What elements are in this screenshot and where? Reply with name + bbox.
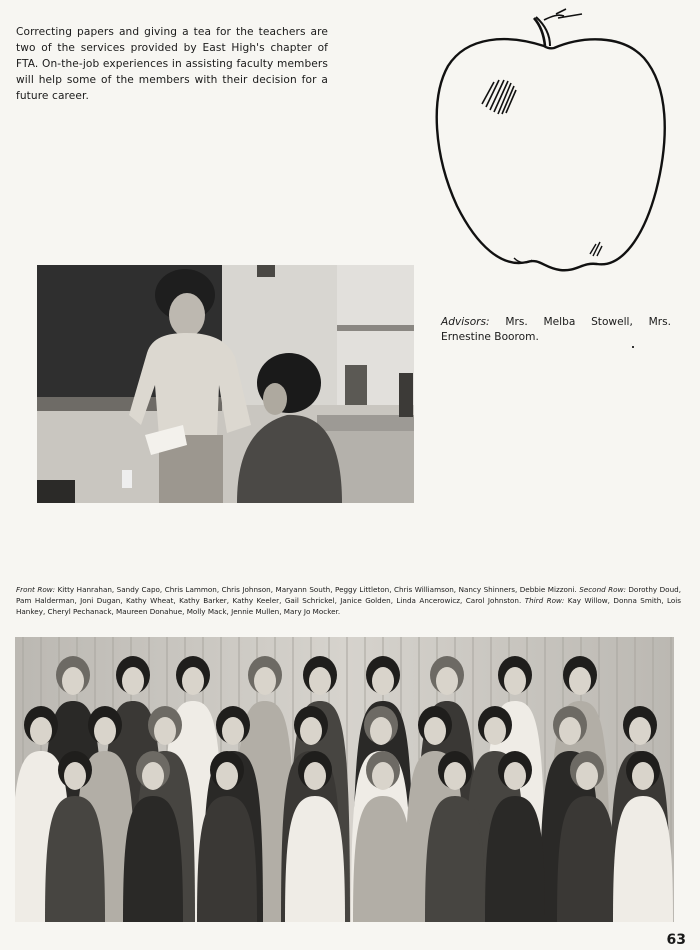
- third-row-names: Kay Willow, Donna Smith, Lois Hankey, Cheryl Pechanack, Maureen Donahue, Molly Mack, Jennie Mullen, Mary Jo Mocker.: [16, 596, 681, 616]
- second-row-label: Second Row:: [579, 585, 626, 594]
- front-row-label: Front Row:: [16, 585, 56, 594]
- apple-illustration: [432, 6, 670, 278]
- front-row-names: Kitty Hanrahan, Sandy Capo, Chris Lammon, Chris Johnson, Maryann South, Peggy Littleton, Chris Williamson, Nancy Shinners, Debbie Mizzoni.: [57, 585, 577, 594]
- page-number: 63: [666, 932, 686, 948]
- advisors-caption: [441, 315, 671, 345]
- advisors-names: Mrs. Melba Stowell, Mrs. Ernestine Boorom.: [441, 316, 671, 343]
- decorative-dot: [632, 346, 634, 348]
- third-row-label: Third Row:: [524, 596, 565, 605]
- second-row-names: Dorothy Doud, Pam Halderman, Joni Dugan, Kathy Wheat, Kathy Barker, Kathy Keeler, Gail Schrickel, Janice Golden, Linda Ancerowicz, Carol Johnston.: [16, 585, 681, 605]
- roster-caption: [16, 584, 681, 617]
- advisors-label: Advisors:: [441, 316, 490, 328]
- intro-paragraph: Correcting papers and giving a tea for the teachers are two of the services provided by East High's chapter of FTA. On-the-job experiences in assisting faculty members will help some of the members with their decision for a future career.: [16, 26, 328, 102]
- teachers-photo: [37, 265, 414, 503]
- group-photo: [15, 637, 674, 922]
